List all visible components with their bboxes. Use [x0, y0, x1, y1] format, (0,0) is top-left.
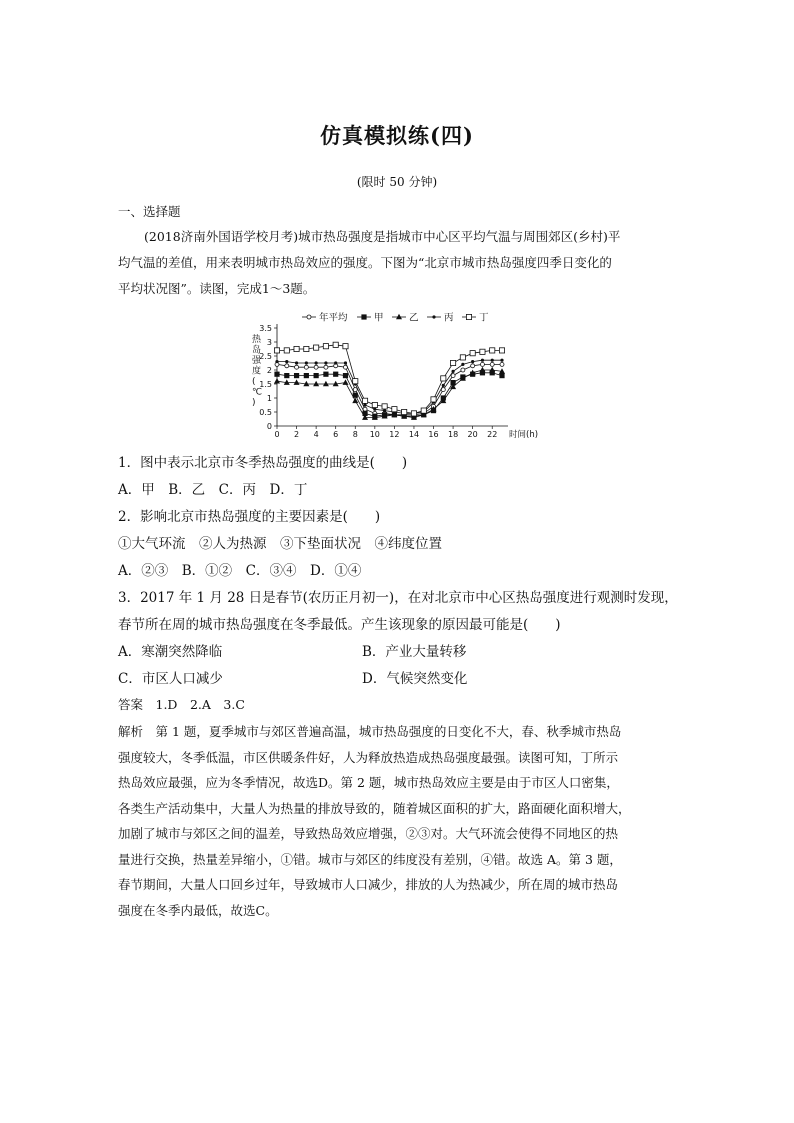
- x-tick-label: 22: [487, 430, 498, 439]
- point-marker: [442, 384, 445, 387]
- y-tick-label: 1: [266, 394, 272, 403]
- point-marker: [294, 346, 299, 351]
- section-heading: 一、选择题: [118, 204, 181, 219]
- point-marker: [421, 408, 426, 413]
- y-tick-label: 0: [266, 422, 272, 431]
- point-marker: [373, 408, 376, 411]
- point-marker: [450, 360, 455, 365]
- point-marker: [479, 367, 485, 373]
- y-tick-label: 0.5: [259, 408, 272, 417]
- point-marker: [315, 361, 318, 364]
- point-marker: [470, 351, 475, 356]
- point-marker: [333, 342, 338, 347]
- point-marker: [461, 363, 464, 366]
- point-marker: [284, 373, 289, 378]
- explanation-line: 春节期间，大量人口回乡过年，导致城市人口减少，排放的人为热减少，所在周的城市热岛: [118, 877, 619, 892]
- point-marker: [460, 355, 465, 360]
- point-marker: [481, 359, 484, 362]
- x-tick-label: 8: [352, 430, 358, 439]
- legend-label: 乙: [409, 312, 419, 324]
- question-3-option-b: B．产业大量转移: [362, 644, 467, 660]
- explanation-line: 量进行交换，热量差异缩小，①错。城市与郊区的纬度没有差别，④错。故选 A。第 3 题，: [118, 851, 622, 867]
- point-marker: [323, 381, 329, 387]
- point-marker: [490, 348, 495, 353]
- question-2-statements: ①大气环流 ②人为热源 ③下垫面状况 ④纬度位置: [118, 536, 442, 552]
- point-marker: [307, 315, 311, 319]
- y-tick-label: 3.5: [259, 324, 272, 333]
- point-marker: [432, 315, 435, 318]
- explanation-line: 强度较大，冬季低温，市区供暖条件好，人为释放热造成热岛强度最强。读图可知，丁所示: [118, 749, 619, 765]
- ylabel-char: 热: [252, 335, 262, 345]
- question-1-options: A．甲 B．乙 C．丙 D．丁: [118, 482, 308, 498]
- point-marker: [451, 370, 454, 373]
- intro-line: (2018济南外国语学校月考)城市热岛强度是指城市中心区平均气温与周围郊区(乡村)平: [144, 229, 621, 244]
- point-marker: [431, 397, 436, 402]
- point-marker: [295, 361, 298, 364]
- y-tick-label: 2: [266, 366, 272, 375]
- point-marker: [480, 362, 484, 366]
- point-marker: [305, 361, 308, 364]
- point-marker: [323, 372, 328, 377]
- point-marker: [461, 368, 465, 372]
- chart-ylabel: [252, 333, 262, 408]
- point-marker: [441, 376, 446, 381]
- x-tick-label: 2: [294, 430, 300, 439]
- chart-xlabel: 时间(h): [509, 430, 539, 440]
- heat-island-chart: [240, 306, 560, 442]
- point-marker: [285, 364, 289, 368]
- question-2-options: A．②③ B．①② C．③④ D．①④: [118, 563, 362, 579]
- point-marker: [343, 344, 348, 349]
- x-tick-label: 20: [467, 430, 478, 439]
- point-marker: [451, 374, 455, 378]
- point-marker: [274, 348, 279, 353]
- point-marker: [304, 373, 309, 378]
- point-marker: [295, 365, 299, 369]
- question-3-option-d: D．气候突然变化: [362, 671, 468, 687]
- x-tick-label: 14: [408, 430, 420, 439]
- point-marker: [471, 364, 475, 368]
- point-marker: [396, 314, 402, 320]
- point-marker: [284, 348, 289, 353]
- point-marker: [333, 372, 338, 377]
- point-marker: [499, 348, 504, 353]
- point-marker: [274, 378, 280, 384]
- point-marker: [313, 381, 319, 387]
- question-3-stem-line: 3．2017 年 1 月 28 日是春节(农历正月初一)，在对北京市中心区热岛强度进行观测时发现，: [118, 590, 678, 606]
- point-marker: [353, 388, 357, 392]
- point-marker: [402, 409, 407, 414]
- x-tick-label: 16: [428, 430, 439, 439]
- question-3-option-a: A．寒潮突然降临: [118, 644, 223, 660]
- ylabel-char: ℃: [252, 387, 263, 398]
- point-marker: [500, 362, 504, 366]
- x-tick-label: 18: [447, 430, 459, 439]
- explanation-line: 热岛效应最强，应为冬季情况，故选D。第 2 题，城市热岛效应主要是由于市区人口密集，: [118, 775, 619, 790]
- point-marker: [466, 314, 471, 319]
- explanation: [118, 719, 688, 923]
- explanation-line: 解析 第 1 题，夏季城市与郊区普遍高温，城市热岛强度的日变化不大，春、秋季城市热岛: [118, 724, 622, 739]
- intro-line: 平均状况图”。读图，完成1～3题。: [118, 281, 316, 296]
- explanation-line: 加剧了城市与郊区之间的温差，导致热岛效应增强，②③对。大气环流会使得不同地区的热: [118, 826, 619, 841]
- question-3-option-c: C．市区人口减少: [118, 671, 223, 687]
- point-marker: [304, 365, 308, 369]
- ylabel-char: ): [252, 398, 256, 408]
- point-marker: [304, 346, 309, 351]
- x-tick-label: 12: [389, 430, 400, 439]
- point-marker: [372, 402, 377, 407]
- point-marker: [324, 361, 327, 364]
- ylabel-char: 岛: [252, 345, 262, 356]
- point-marker: [353, 379, 358, 384]
- ylabel-char: (: [252, 377, 256, 387]
- series-line: [277, 364, 502, 414]
- page-title: 仿真模拟练(四): [320, 123, 474, 148]
- point-marker: [334, 361, 337, 364]
- series-line: [277, 373, 502, 416]
- explanation-line: 各类生产活动集中，大量人为热量的排放导致的，随着城区面积的扩大，路面硬化面积增大，: [118, 800, 631, 816]
- y-tick-label: 3: [266, 338, 272, 347]
- point-marker: [285, 360, 288, 363]
- point-marker: [382, 404, 387, 409]
- point-marker: [500, 359, 503, 362]
- question-1-stem: 1．图中表示北京市冬季热岛强度的曲线是( ): [118, 455, 408, 471]
- point-marker: [363, 403, 366, 406]
- point-marker: [362, 398, 367, 403]
- point-marker: [383, 409, 386, 412]
- point-marker: [471, 360, 474, 363]
- point-marker: [344, 361, 347, 364]
- point-marker: [324, 365, 328, 369]
- point-marker: [314, 373, 319, 378]
- series-line: [277, 360, 502, 413]
- point-marker: [343, 373, 348, 378]
- point-marker: [361, 314, 366, 319]
- question-2-stem: 2．影响北京市热岛强度的主要因素是( ): [118, 509, 381, 525]
- ylabel-char: 强: [252, 356, 262, 366]
- point-marker: [489, 367, 495, 373]
- x-tick-label: 0: [274, 430, 280, 439]
- legend-label: 丙: [444, 312, 454, 324]
- point-marker: [314, 345, 319, 350]
- point-marker: [411, 411, 416, 416]
- y-tick-label: 1.5: [259, 380, 272, 389]
- chart-legend: [302, 312, 489, 324]
- point-marker: [490, 362, 494, 366]
- answer-line: 答案 1.D 2.A 3.C: [118, 697, 245, 712]
- x-tick-label: 6: [333, 430, 339, 439]
- point-marker: [294, 379, 300, 385]
- legend-label: 甲: [374, 312, 384, 324]
- point-marker: [499, 373, 504, 378]
- explanation-line: 强度在冬季内最低，故选C。: [118, 902, 278, 918]
- intro-paragraph: [118, 224, 688, 302]
- y-tick-label: 2.5: [259, 352, 272, 361]
- point-marker: [480, 349, 485, 354]
- intro-line: 均气温的差值，用来表明城市热岛效应的强度。下图为“北京市城市热岛强度四季日变化的: [118, 255, 612, 270]
- series-line: [277, 370, 502, 418]
- point-marker: [294, 373, 299, 378]
- x-tick-label: 10: [369, 430, 380, 439]
- time-limit: (限时 50 分钟): [356, 175, 438, 189]
- point-marker: [491, 359, 494, 362]
- ylabel-char: 度: [252, 366, 262, 377]
- point-marker: [323, 344, 328, 349]
- point-marker: [274, 372, 279, 377]
- legend-label: 丁: [479, 312, 489, 324]
- question-3-stem-line: 春节所在周的城市热岛强度在冬季最低。产生该现象的原因最可能是( ): [118, 617, 561, 633]
- x-tick-label: 4: [313, 430, 319, 439]
- chart-plot-area: [274, 342, 505, 420]
- series-0: [275, 362, 504, 416]
- series-4: [274, 342, 504, 416]
- point-marker: [392, 407, 397, 412]
- point-marker: [314, 365, 318, 369]
- legend-label: 年平均: [319, 312, 348, 324]
- series-line: [277, 345, 502, 414]
- point-marker: [275, 360, 278, 363]
